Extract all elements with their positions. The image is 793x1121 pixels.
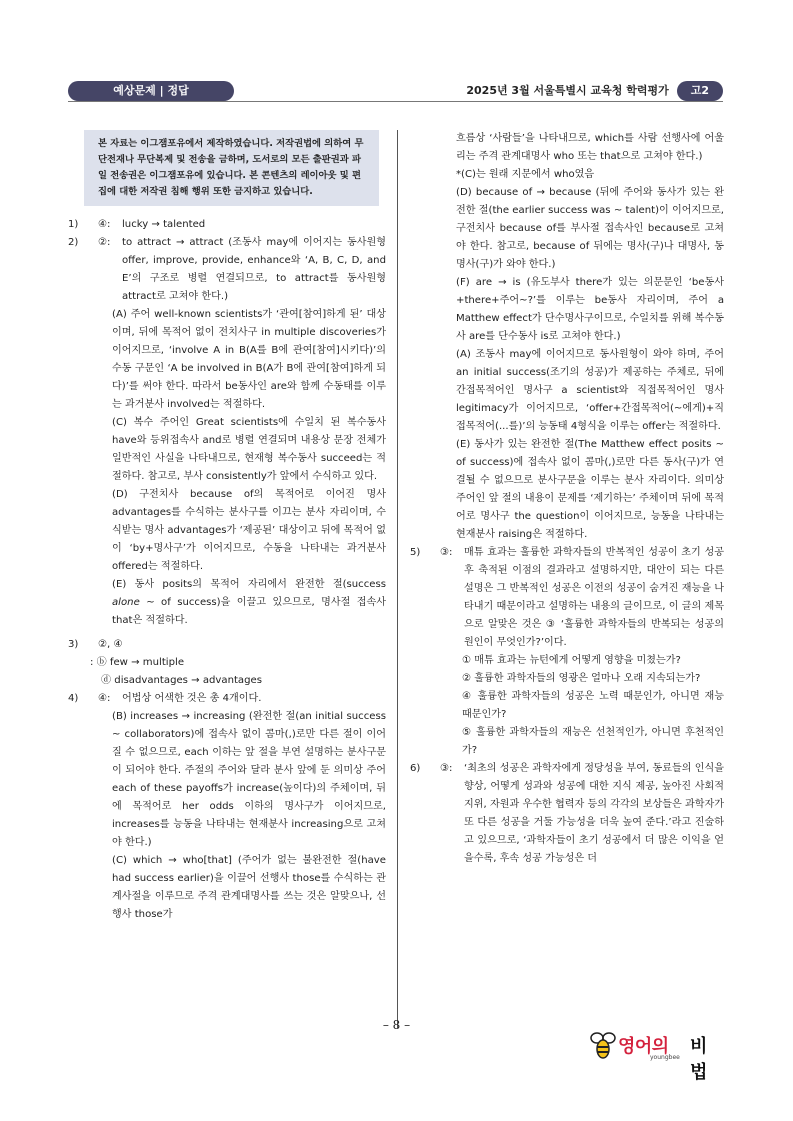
answer-number: 2) [68, 237, 79, 248]
brand-logo [590, 1030, 720, 1083]
page-number: – 8 – [382, 1018, 411, 1032]
header-rule [68, 101, 723, 102]
answer-number: 4) [68, 693, 79, 704]
answer-choice: ③: [440, 763, 453, 774]
option-1: ① 매튜 효과는 뉴턴에게 어떻게 영향을 미쳤는가? [462, 655, 681, 666]
explanation-d: (D) 구전치사 because of의 목적어로 이어진 명사 advantages를 수식하는 분사구를 이끄는 분사 자리이며, 수식받는 명사 advantages가 ‘제공된’ 대상이고 뒤에 목적어 없이 ‘by+명사구’가 이어지므로, 수동을 나타내는 과거분사 offered는 적절하다. [112, 489, 386, 572]
logo-text-bold: 비법 [690, 1036, 708, 1083]
explanation-d: (D) because of → because (뒤에 주어와 동사가 있는 완전한 절(the earlier success was ~ talent)이 이어지므로, 구전치사 because of를 부사절 접속사인 because로 고쳐야 한다. 참고로, because of 뒤에는 명사(구)나 대명사, 동명사(구)가 와야 한다.) [456, 187, 724, 270]
answer-number: 1) [68, 219, 79, 230]
exam-name: 2025년 3월 서울특별시 교육청 학력평가 [466, 84, 669, 97]
answer-number: 3) [68, 639, 79, 650]
answer-2 [68, 234, 386, 306]
correction-d: ⓓ disadvantages → advantages [101, 675, 262, 686]
explanation-c: (C) 복수 주어인 Great scientists에 수일치 된 복수동사 have와 등위접속사 and로 병렬 연결되며 내용상 문장 전체가 일반적인 사실을 나타내므로, 현재형 복수동사 succeed는 적절하다. 참고로, 부사 consistently가 앞에서 수식하고 있다. [112, 417, 386, 482]
answer-5 [410, 544, 724, 652]
explanation-e: (E) 동사가 있는 완전한 절(The Matthew effect posits ~ of success)에 접속사 없이 콤마(,)로만 다른 동사(구)가 연결될 수 없으므로 분사구문을 이루는 분사 자리이다. 의미상 주어인 앞 절의 내용이 문제를 ‘제기하는’ 주체이며 뒤에 목적어로 명사구 the question이 이어지므로, 능동을 나타내는 현재분사 raising은 적절하다. [456, 439, 724, 540]
logo-subtext: youngbee [650, 1054, 680, 1061]
correction-b: : ⓑ few → multiple [90, 657, 185, 668]
answer-1 [68, 216, 386, 234]
copyright-notice: 본 자료는 이그잼포유에서 제작하였습니다. 저작권법에 의하여 무단전재나 무단복제 및 전송을 금하며, 도서로의 모든 출판권과 파일 전송권은 이그잼포유에 있습니다. 본 콘텐츠의 레이아웃 및 편집에 대한 저작권 침해 행위 또한 금지하고 있습니다. [84, 130, 379, 206]
grade-badge: 고2 [677, 81, 723, 101]
explanation-a: (A) 주어 well-known scientists가 ‘관여[참여]하게 된’ 대상이며, 뒤에 목적어 없이 전치사구 in multiple discoveries가 이어지므로, ‘involve A in B(A를 B에 관여[참여]시키다)’의 수동 구문인 ‘A be involved in B(A가 B에 관여[참여]하게 되다)’를 써야 한다. 따라서 be동사인 are와 함께 수동태를 이루는 과거분사 involved는 적절하다. [112, 309, 386, 410]
explanation-c: (C) which → who[that] (주어가 없는 불완전한 절(have had success earlier)을 이끌어 선행사 those를 수식하는 관계사절을 이루므로 주격 관계대명사를 쓰는 것은 알맞으나, 선행사 those가 [112, 855, 386, 920]
explanation-e-part1: (E) 동사 posits의 목적어 자리에서 완전한 절(success [112, 579, 386, 590]
answer-text: lucky → talented [122, 219, 206, 230]
explanation-e-part2: ~ of success)을 이끌고 있으므로, 명사절 접속사 that은 적절하다. [112, 597, 386, 626]
option-4: ④ 훌륭한 과학자들의 성공은 노력 때문인가, 아니면 재능 때문인가? [462, 691, 724, 720]
left-column [68, 130, 386, 924]
exam-title [245, 81, 723, 101]
bee-icon [590, 1030, 616, 1060]
column-divider [397, 130, 398, 1028]
answer-number: 5) [410, 547, 421, 558]
answer-choice: ④: [98, 693, 111, 704]
answer-text: to attract → attract (조동사 may에 이어지는 동사원형 offer, improve, provide, enhance와 ‘A, B, C, D, and E’의 구조로 병렬 연결되므로, to attract를 동사원형 attract로 고쳐야 한다.) [122, 237, 386, 302]
option-2: ② 훌륭한 과학자들의 영광은 얼마나 오래 지속되는가? [462, 673, 701, 684]
explanation-e [112, 576, 386, 630]
right-column [410, 130, 724, 868]
explanation-e-italic: alone [112, 597, 140, 608]
answer-text: 어법상 어색한 것은 총 4개이다. [122, 693, 262, 704]
answer-text: ‘최초의 성공은 과학자에게 정당성을 부여, 동료들의 인식을 향상, 어떻게 성과와 성공에 대한 지식 제공, 높아진 사회적 지위, 자원과 우수한 협력자 등의 각각의 보상들은 과학자가 또 다른 성공을 거둘 가능성을 더욱 높여 준다.’라고 진술하고 있으므로, ‘과학자들이 초기 성공에서 더 많은 이익을 얻을수록, 후속 성공 가능성은 더 [464, 763, 724, 864]
answer-3 [68, 636, 386, 654]
explanation-a: (A) 조동사 may에 이어지므로 동사원형이 와야 하며, 주어 an initial success(조기의 성공)가 제공하는 주체로, 뒤에 간접목적어인 명사구 a scientist와 직접목적어인 명사 legitimacy가 이어지므로, ‘offer+간접목적어(~에게)+직접목적어(...를)’의 능동태 4형식을 이루는 offer는 적절하다. [456, 349, 724, 432]
section-label: 예상문제 | 정답 [68, 81, 234, 101]
logo-text: 영어의 [618, 1036, 669, 1057]
answer-text: 매튜 효과는 훌륭한 과학자들의 반복적인 성공이 초기 성공 후 축적된 이점의 결과라고 설명하지만, 대안이 되는 다른 설명은 그 반복적인 성공은 이전의 성공이 숨겨진 재능을 나타내기 때문이라고 설명하는 내용의 글이므로, 이 글의 제목으로 알맞은 것은 ③ ‘훌륭한 과학자들의 반복되는 성공의 원인이 무엇인가?’이다. [464, 547, 724, 648]
answer-choice: ②: [98, 237, 111, 248]
explanation-b: (B) increases → increasing (완전한 절(an initial success ~ collaborators)에 접속사 없이 콤마(,)로만 다른 절이 이어질 수 없으므로, each 이하는 앞 절을 부연 설명하는 분사구문이 되어야 한다. 주절의 주어와 달라 분사 앞에 둔 의미상 주어 each of these payoffs가 increase(높이다)의 주체이며, 뒤에 목적어로 her odds 이하의 명사구가 이어지므로, increases를 능동을 나타내는 현재분사 increasing으로 고쳐야 한다.) [112, 711, 386, 848]
explanation-f: (F) are → is (유도부사 there가 있는 의문문인 ‘be동사+there+주어~?’를 이루는 be동사 자리이며, 주어 a Matthew effect가 단수명사구이므로, 수일치를 위해 복수동사 are를 단수동사 is로 고쳐야 한다.) [456, 277, 724, 342]
option-5: ⑤ 훌륭한 과학자들의 재능은 선천적인가, 아니면 후천적인가? [462, 727, 724, 756]
answer-text: ②, ④ [98, 639, 123, 650]
answer-choice: ④: [98, 219, 111, 230]
explanation-c-note: *(C)는 원래 지문에서 who였음 [456, 169, 595, 180]
answer-4 [68, 690, 386, 708]
answer-6 [410, 760, 724, 868]
explanation-c-continued: 흐름상 ‘사람들’을 나타내므로, which를 사람 선행사에 어울리는 주격 관계대명사 who 또는 that으로 고쳐야 한다.) [456, 133, 724, 162]
answer-number: 6) [410, 763, 421, 774]
answer-choice: ③: [440, 547, 453, 558]
